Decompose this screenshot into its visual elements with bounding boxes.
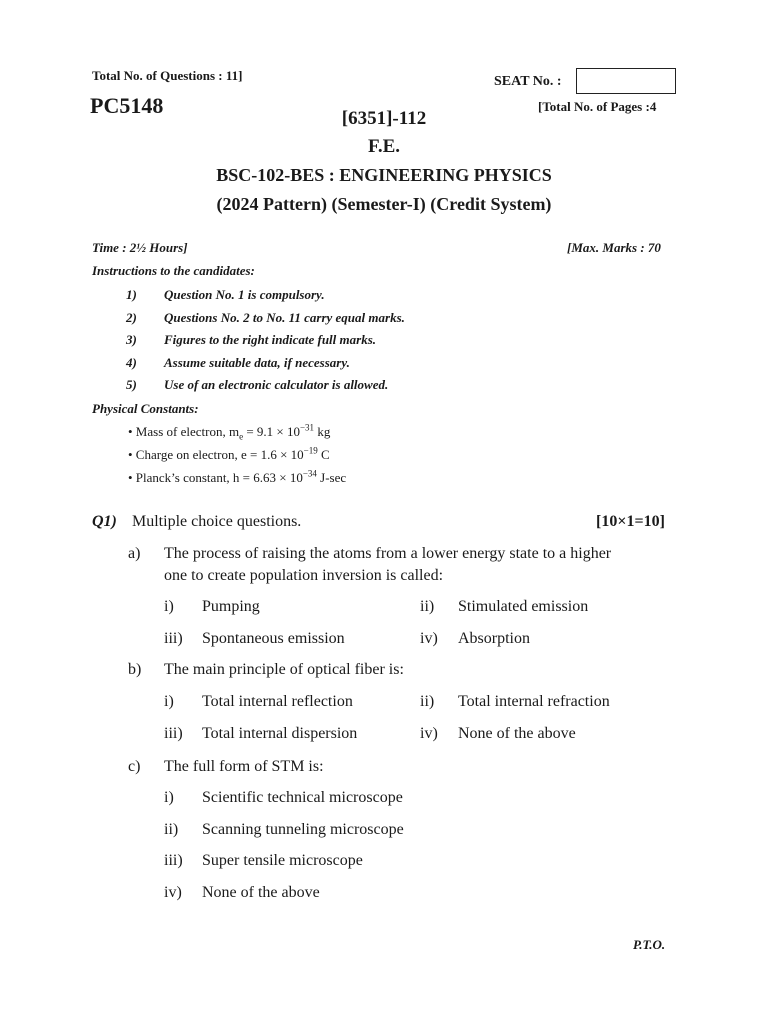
time-info: Time : 2½ Hours]: [92, 240, 188, 255]
instruction-num: 3): [126, 332, 137, 347]
constant-text: J-sec: [316, 470, 347, 485]
option-text: Absorption: [458, 630, 530, 647]
max-marks: [Max. Marks : 70: [567, 240, 661, 255]
option-a-iii: [164, 630, 345, 648]
instruction-text: Assume suitable data, if necessary.: [164, 355, 350, 370]
question-a-text-line1: The process of raising the atoms from a lower energy state to a higher: [164, 545, 612, 562]
option-a-iv: [420, 630, 530, 648]
option-b-iv: [420, 725, 576, 743]
constant-text: C: [317, 447, 330, 462]
constant-text: kg: [314, 424, 331, 439]
question-c-label: c): [128, 758, 141, 775]
seat-label: SEAT No. :: [494, 74, 562, 89]
constant-text: • Charge on electron, e = 1.6 × 10: [128, 447, 304, 462]
instruction-text: Question No. 1 is compulsory.: [164, 287, 325, 302]
option-text: Total internal reflection: [202, 693, 353, 710]
option-text: Pumping: [202, 598, 260, 615]
instruction-num: 4): [126, 355, 137, 370]
total-pages: [Total No. of Pages :4: [538, 99, 657, 114]
option-text: Scientific technical microscope: [202, 789, 403, 806]
option-text: None of the above: [458, 725, 576, 742]
option-num: iii): [164, 852, 183, 869]
option-a-i: [164, 598, 260, 616]
option-num: iii): [164, 725, 183, 742]
instructions-title: Instructions to the candidates:: [92, 263, 255, 278]
instruction-item: [126, 332, 376, 348]
constant-text: • Mass of electron, m: [128, 424, 240, 439]
option-text: Total internal refraction: [458, 693, 610, 710]
option-b-ii: [420, 693, 610, 711]
class-name: F.E.: [367, 136, 401, 157]
constant-planck: [128, 470, 346, 486]
total-questions: Total No. of Questions : 11]: [92, 68, 243, 83]
option-text: Stimulated emission: [458, 598, 589, 615]
question-a-text-line2: one to create population inversion is called:: [164, 567, 444, 584]
q1-marks: [10×1=10]: [596, 513, 665, 530]
option-text: Scanning tunneling microscope: [202, 821, 404, 838]
option-num: iv): [164, 884, 182, 901]
instruction-item: [126, 377, 388, 393]
pattern-title: (2024 Pattern) (Semester-I) (Credit System): [216, 194, 552, 214]
question-b-text: The main principle of optical fiber is:: [164, 661, 404, 678]
option-c-i: [164, 789, 403, 807]
option-c-iii: [164, 852, 363, 870]
option-text: Super tensile microscope: [202, 852, 363, 869]
option-num: ii): [164, 821, 179, 838]
constant-exponent: −19: [303, 445, 318, 456]
option-text: Total internal dispersion: [202, 725, 358, 742]
subject-title: BSC-102-BES : ENGINEERING PHYSICS: [216, 165, 552, 185]
option-text: None of the above: [202, 884, 320, 901]
q1-heading: [92, 513, 301, 531]
option-num: i): [164, 693, 174, 710]
option-num: i): [164, 598, 174, 615]
option-num: i): [164, 789, 174, 806]
option-b-i: [164, 693, 353, 711]
q1-title: Multiple choice questions.: [132, 513, 302, 530]
constant-exponent: −31: [299, 422, 315, 433]
exam-code: [6351]-112: [341, 108, 427, 129]
option-b-iii: [164, 725, 357, 743]
instruction-text: Questions No. 2 to No. 11 carry equal marks.: [164, 310, 405, 325]
constant-electron-mass: [128, 424, 330, 440]
constant-text: • Planck’s constant, h = 6.63 × 10: [128, 470, 303, 485]
instruction-num: 1): [126, 287, 137, 302]
instruction-text: Use of an electronic calculator is allowed.: [164, 377, 389, 392]
option-num: iii): [164, 630, 183, 647]
option-num: iv): [420, 630, 438, 647]
q1-label: Q1): [92, 513, 117, 530]
constant-text: = 9.1 × 10: [243, 424, 300, 439]
option-c-iv: [164, 884, 320, 902]
instruction-item: [126, 310, 405, 326]
seat-number-box[interactable]: [576, 68, 676, 94]
option-num: ii): [420, 598, 435, 615]
constants-title: Physical Constants:: [92, 401, 199, 416]
question-c-text: The full form of STM is:: [164, 758, 324, 775]
question-a-label: a): [128, 545, 141, 562]
option-num: iv): [420, 725, 438, 742]
constant-exponent: −34: [302, 468, 317, 479]
constant-electron-charge: [128, 447, 330, 463]
paper-code: PC5148: [90, 93, 164, 118]
instruction-item: [126, 355, 350, 371]
option-a-ii: [420, 598, 588, 616]
option-num: ii): [420, 693, 435, 710]
option-c-ii: [164, 821, 404, 839]
instruction-num: 2): [126, 310, 137, 325]
constant-sub: e: [239, 431, 244, 442]
option-text: Spontaneous emission: [202, 630, 345, 647]
page-turn-over: P.T.O.: [633, 937, 666, 952]
instruction-item: [126, 287, 325, 303]
instruction-num: 5): [126, 377, 137, 392]
question-b-label: b): [128, 661, 142, 678]
instruction-text: Figures to the right indicate full marks.: [164, 332, 377, 347]
